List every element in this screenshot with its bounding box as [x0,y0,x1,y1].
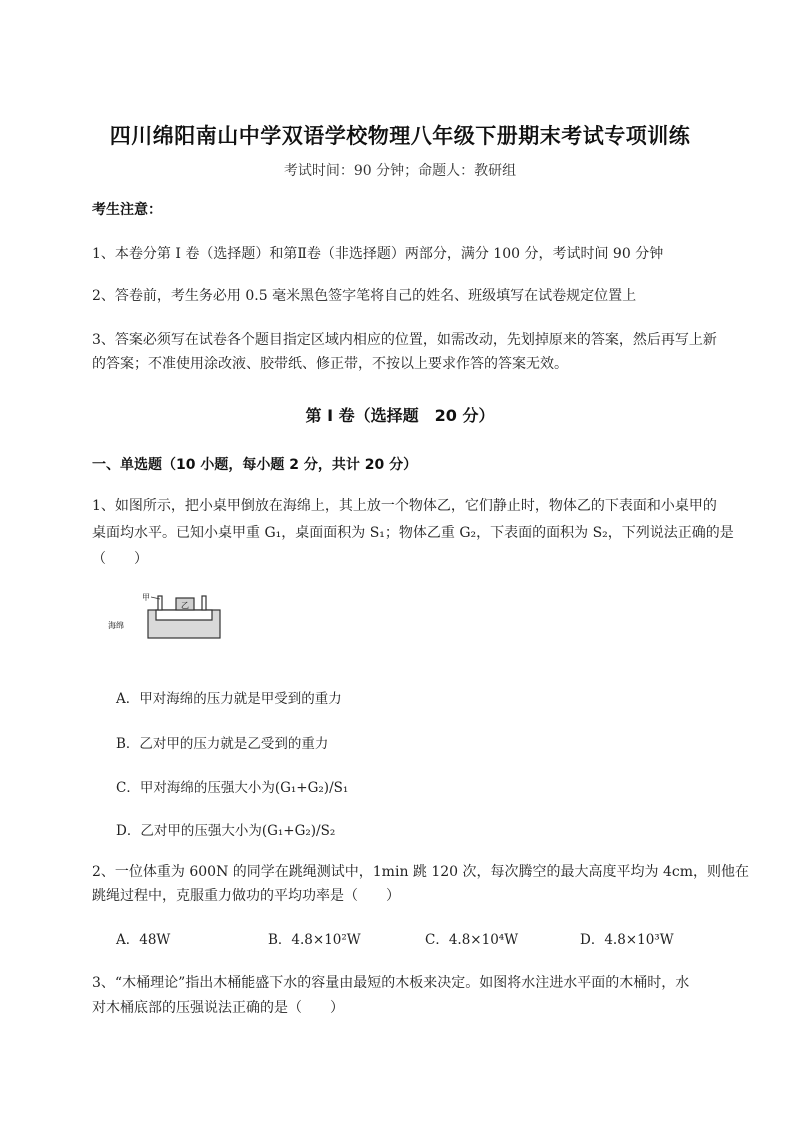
part-heading: 一、单选题（10 小题，每小题 2 分，共计 20 分） [92,457,418,473]
notice-item: 3、答案必须写在试卷各个题目指定区域内相应的位置，如需改动，先划掉原来的答案，然后再写上新 [92,332,717,348]
label-jia: 甲 [142,593,150,602]
table-leg-shape [202,596,206,610]
question-1-option[interactable]: A．甲对海绵的压力就是甲受到的重力 [116,691,342,707]
question-3-text: 3、“木桶理论”指出木桶能盛下水的容量由最短的木板来决定。如图将水注进水平面的木桶时，水 [92,975,690,991]
question-1-option[interactable]: B．乙对甲的压力就是乙受到的重力 [116,736,329,752]
question-2-option[interactable]: A．48W [116,932,171,948]
notice-heading: 考生注意： [92,202,162,218]
table-top-shape [156,610,212,620]
notice-item: 的答案；不准使用涂改液、胶带纸、修正带，不按以上要求作答的答案无效。 [92,356,568,372]
question-1-text: 1、如图所示，把小桌甲倒放在海绵上，其上放一个物体乙，它们静止时，物体乙的下表面和小桌甲的 [92,498,717,514]
label-sponge: 海绵 [108,621,124,630]
question-2-option[interactable]: C．4.8×10⁴W [425,932,519,948]
table-leg-shape [158,596,162,610]
question-3-text: 对木桶底部的压强说法正确的是（ ） [92,1000,344,1016]
question-1-text: 桌面均水平。已知小桌甲重 G₁，桌面面积为 S₁；物体乙重 G₂，下表面的面积为 S₂，下列说法正确的是 [92,525,734,541]
notice-item: 1、本卷分第 I 卷（选择题）和第Ⅱ卷（非选择题）两部分，满分 100 分，考试时间 90 分钟 [92,246,664,262]
question-1-text: （ ） [92,551,148,567]
question-1-option[interactable]: D．乙对甲的压强大小为(G₁+G₂)/S₂ [116,823,336,839]
section-title: 第 I 卷（选择题 20 分） [305,406,495,425]
notice-item: 2、答卷前，考生务必用 0.5 毫米黑色签字笔将自己的姓名、班级填写在试卷规定位置上 [92,288,637,304]
exam-info: 考试时间：90 分钟；命题人：教研组 [283,163,517,179]
question-1-option[interactable]: C．甲对海绵的压强大小为(G₁+G₂)/S₁ [116,780,349,796]
label-yi: 乙 [181,601,189,610]
question-2-text: 跳绳过程中，克服重力做功的平均功率是（ ） [92,888,400,904]
question-2-text: 2、一位体重为 600N 的同学在跳绳测试中，1min 跳 120 次，每次腾空的最大高度平均为 4cm，则他在 [92,864,749,880]
page-title: 四川绵阳南山中学双语学校物理八年级下册期末考试专项训练 [109,124,691,148]
question-2-option[interactable]: B．4.8×10²W [268,932,361,948]
question-1-figure [108,590,232,640]
question-2-option[interactable]: D．4.8×10³W [580,932,674,948]
